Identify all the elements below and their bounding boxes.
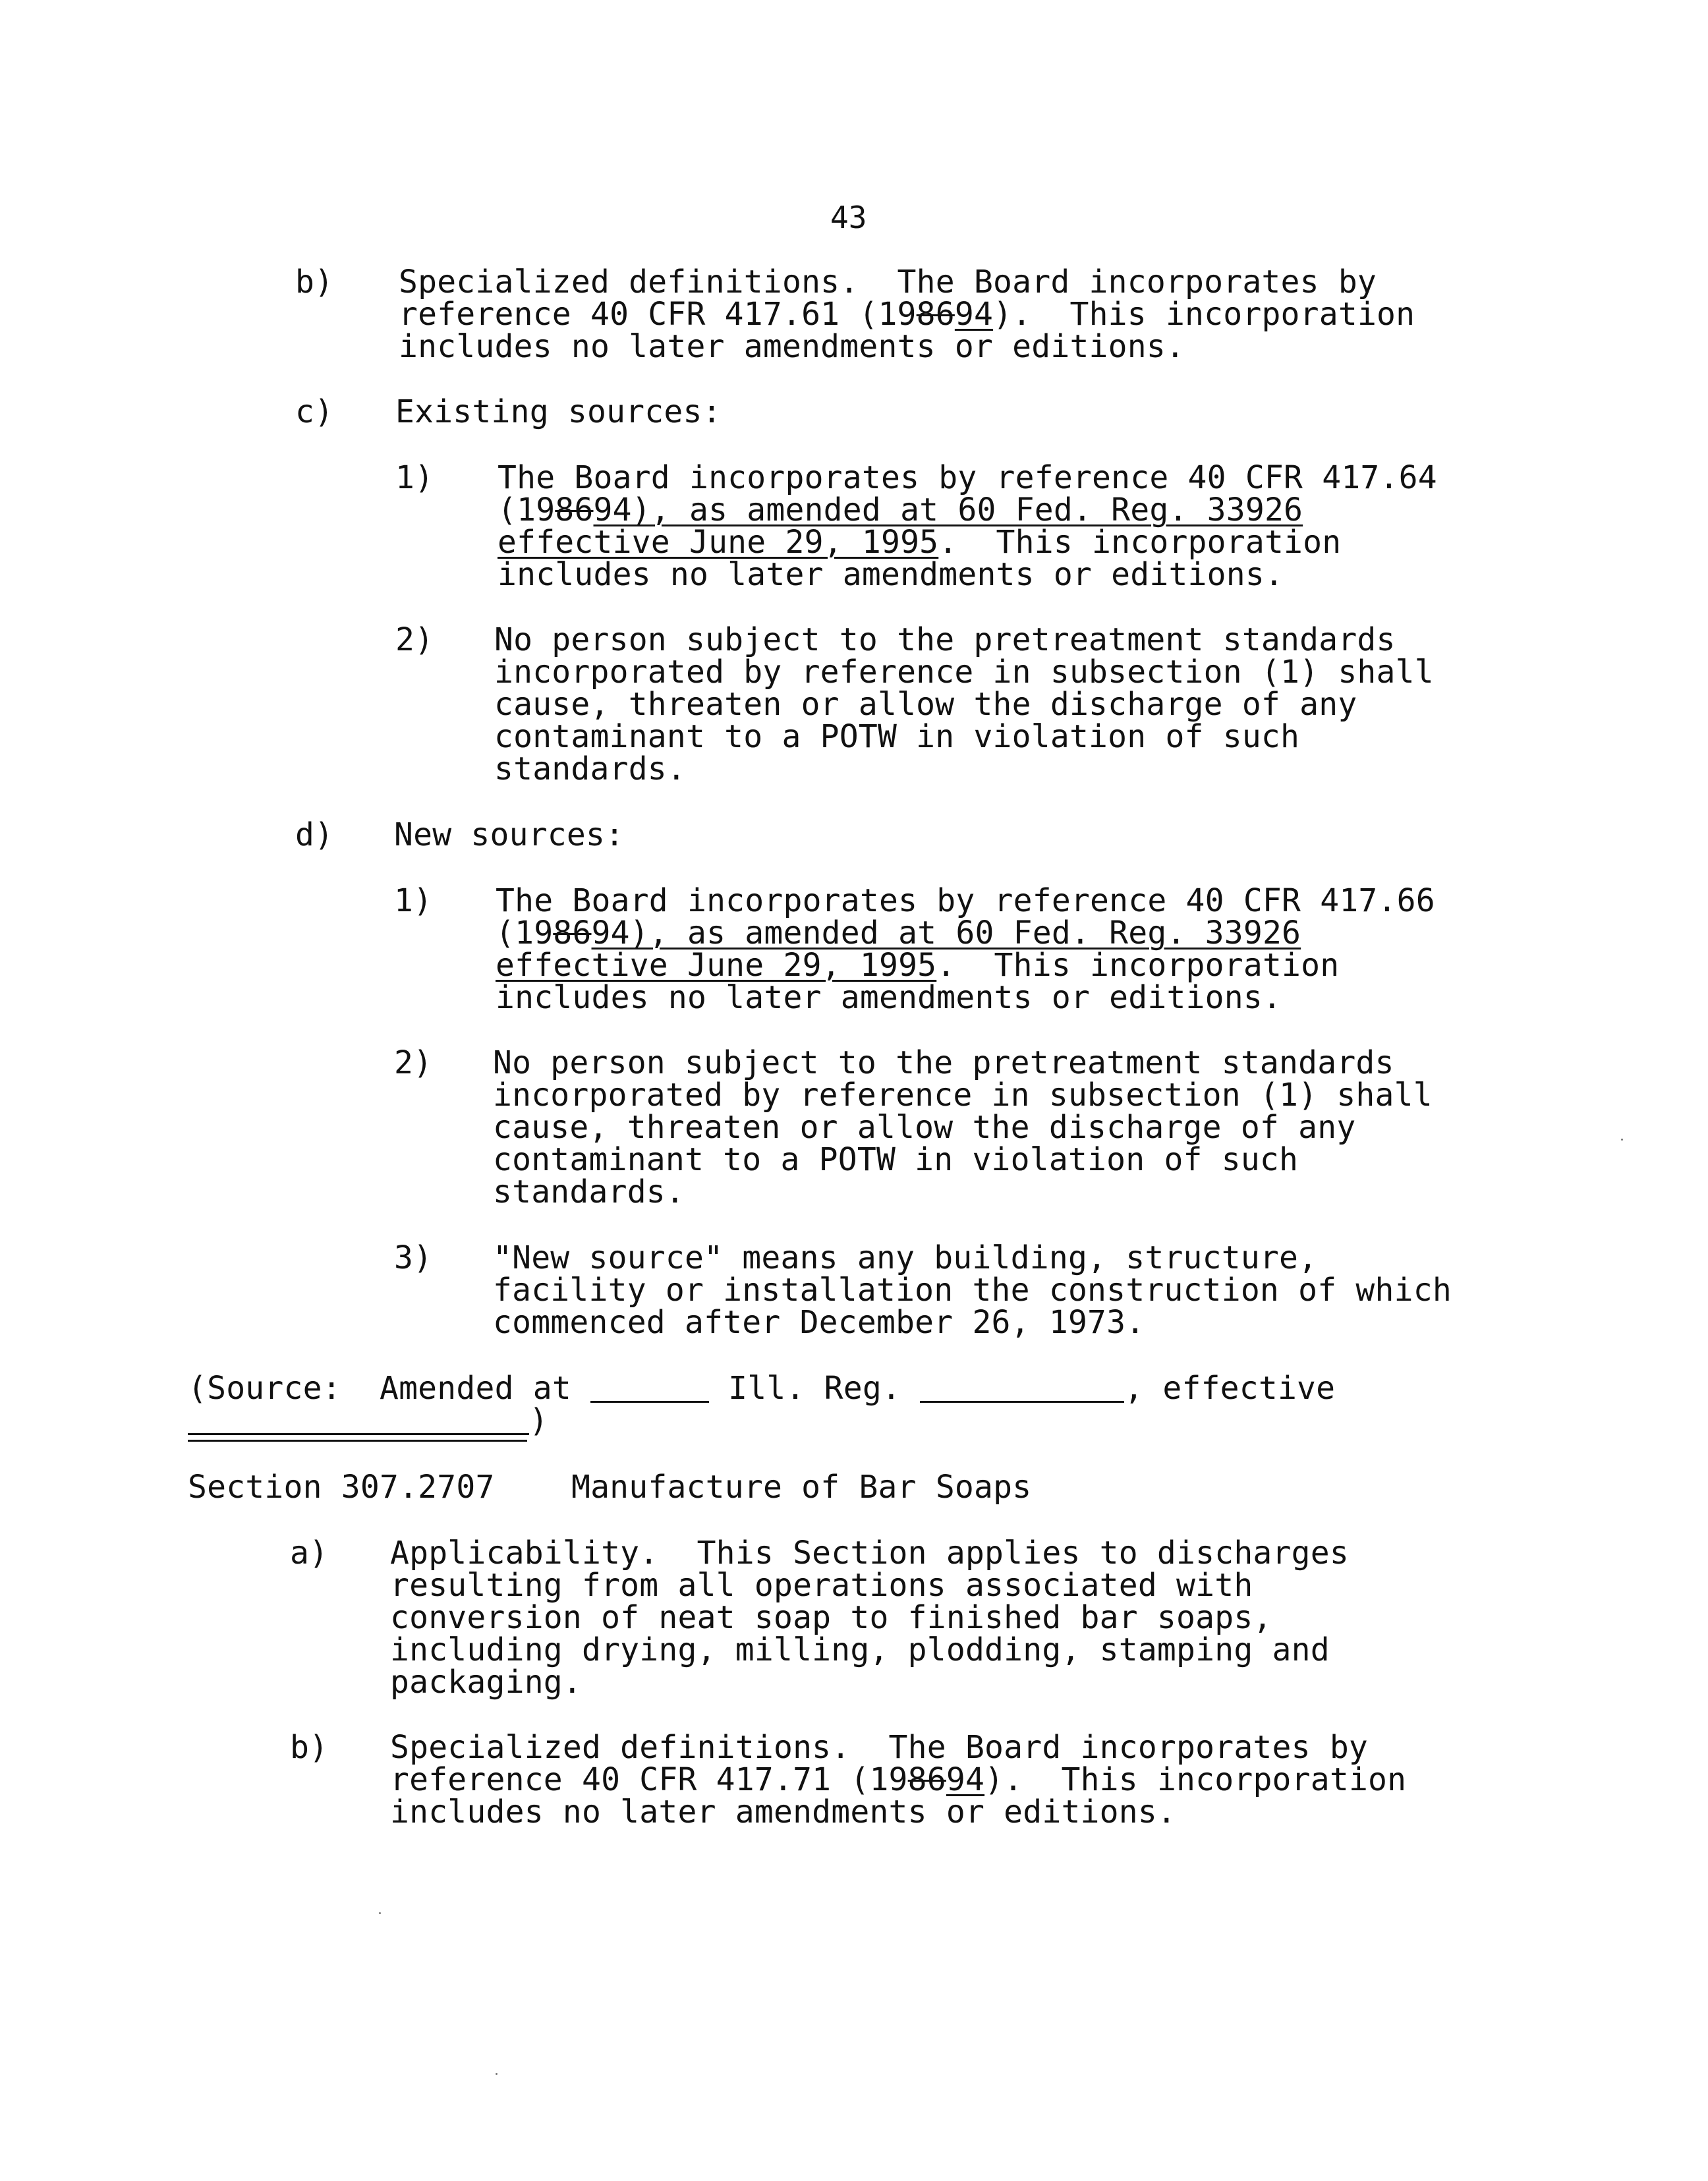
item-label-c2: 2): [395, 621, 434, 658]
text-line: includes no later amendments or editions.: [390, 1794, 1177, 1830]
scan-speck: [496, 2073, 498, 2075]
item-label-c: c): [295, 393, 334, 430]
source-note-line2: ): [188, 1404, 548, 1437]
text-line: effective June 29, 1995. This incorporation: [496, 947, 1340, 984]
text-line: Specialized definitions. The Board incorporates by: [399, 264, 1377, 300]
blank-volume: [590, 1401, 709, 1403]
text-line: facility or installation the construction of which: [493, 1272, 1452, 1309]
inserted-text: effective June 29, 1995: [498, 524, 939, 561]
inserted-text: effective June 29, 1995: [496, 947, 937, 984]
item-label-b: b): [290, 1729, 329, 1766]
inserted-text: 94), as amended at 60 Fed. Reg. 33926: [591, 915, 1301, 951]
text-line: Applicability. This Section applies to discharges: [390, 1535, 1349, 1572]
subsection-title: Existing sources:: [395, 393, 722, 430]
blank-date: [188, 1433, 529, 1435]
text-line: No person subject to the pretreatment standards: [494, 621, 1396, 658]
text-line: includes no later amendments or editions.: [399, 328, 1185, 365]
scan-speck: [379, 1912, 381, 1914]
deleted-text: 86: [916, 296, 955, 333]
page-number: 43: [830, 200, 867, 235]
text-line: packaging.: [390, 1664, 582, 1701]
section-divider: [188, 1440, 527, 1442]
deleted-text: 86: [907, 1761, 946, 1798]
source-note: (Source: Amended at Ill. Reg. , effective: [188, 1370, 1336, 1407]
text-line: (198694), as amended at 60 Fed. Reg. 33926: [496, 915, 1301, 951]
item-label-c1: 1): [395, 459, 434, 496]
item-label-d3: 3): [394, 1239, 433, 1276]
text-line: contaminant to a POTW in violation of such: [494, 718, 1300, 755]
text-line: The Board incorporates by reference 40 CFR 417.64: [498, 459, 1437, 496]
item-label-b: b): [295, 264, 334, 300]
text-line: reference 40 CFR 417.61 (198694). This incorporation: [399, 296, 1415, 333]
text-line: includes no later amendments or editions.: [498, 556, 1284, 593]
text-line: cause, threaten or allow the discharge of any: [493, 1109, 1356, 1146]
text-line: standards.: [493, 1174, 685, 1210]
text-line: standards.: [494, 751, 686, 787]
text-line: No person subject to the pretreatment standards: [493, 1044, 1394, 1081]
deleted-text: 86: [555, 492, 594, 528]
deleted-text: 86: [553, 915, 592, 951]
item-label-d: d): [295, 816, 334, 853]
text-line: reference 40 CFR 417.71 (198694). This incorporation: [390, 1761, 1407, 1798]
text-line: contaminant to a POTW in violation of such: [493, 1141, 1299, 1178]
text-line: incorporated by reference in subsection (1) shall: [493, 1077, 1433, 1114]
text-line: (198694), as amended at 60 Fed. Reg. 33926: [498, 492, 1303, 528]
text-line: Specialized definitions. The Board incorporates by: [390, 1729, 1369, 1766]
item-label-a: a): [290, 1535, 329, 1572]
text-line: commenced after December 26, 1973.: [493, 1304, 1145, 1341]
blank-page: [920, 1401, 1124, 1403]
inserted-text: 94), as amended at 60 Fed. Reg. 33926: [593, 492, 1303, 528]
text-line: includes no later amendments or editions.: [496, 979, 1282, 1016]
inserted-text: 94: [946, 1761, 985, 1798]
text-line: conversion of neat soap to finished bar soaps,: [390, 1599, 1272, 1636]
text-line: The Board incorporates by reference 40 CFR 417.66: [496, 882, 1435, 919]
scan-speck: [1621, 1139, 1623, 1141]
item-label-d1: 1): [394, 882, 433, 919]
text-line: resulting from all operations associated with: [390, 1567, 1253, 1604]
text-line: "New source" means any building, structure,: [493, 1239, 1318, 1276]
inserted-text: 94: [954, 296, 994, 333]
item-label-d2: 2): [394, 1044, 433, 1081]
subsection-title: New sources:: [394, 816, 625, 853]
section-heading: Section 307.2707 Manufacture of Bar Soaps: [188, 1469, 1032, 1506]
text-line: including drying, milling, plodding, stamping and: [390, 1631, 1330, 1668]
text-line: incorporated by reference in subsection (1) shall: [494, 654, 1434, 691]
text-line: cause, threaten or allow the discharge of any: [494, 686, 1357, 723]
text-line: effective June 29, 1995. This incorporation: [498, 524, 1342, 561]
